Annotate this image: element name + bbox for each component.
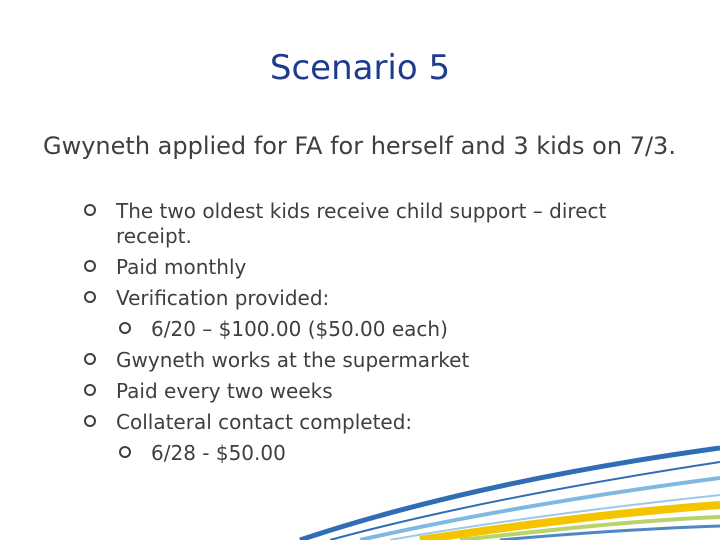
sub-bullet-text: 6/20 – $100.00 ($50.00 each) — [151, 317, 448, 341]
hollow-circle-icon — [84, 260, 96, 272]
sub-bullet-item — [0, 317, 651, 342]
intro-text: Gwyneth applied for FA for herself and 3 kids on 7/3. — [43, 132, 676, 160]
bullet-text: Gwyneth works at the supermarket — [116, 348, 470, 372]
sub-bullet-item — [0, 441, 651, 466]
bullet-text: Paid every two weeks — [116, 379, 333, 403]
swoosh-blue-line-thin — [330, 462, 720, 540]
bullet-text: Verification provided: — [116, 286, 330, 310]
bullet-item — [0, 199, 656, 249]
slide-title: Scenario 5 — [269, 48, 451, 88]
bullet-item — [0, 348, 656, 373]
hollow-circle-icon — [119, 322, 131, 334]
bullet-text: Paid monthly — [116, 255, 247, 279]
bullet-item — [0, 255, 656, 280]
swoosh-green-line — [460, 517, 720, 540]
bullet-item — [0, 410, 656, 435]
hollow-circle-icon — [84, 415, 96, 427]
bullet-item — [0, 286, 656, 311]
swoosh-yellow-line — [420, 505, 720, 540]
swoosh-light-blue-line-thin — [390, 495, 720, 540]
sub-bullet-text: 6/28 - $50.00 — [151, 441, 286, 465]
bullet-text: Collateral contact completed: — [116, 410, 413, 434]
swoosh-blue-line-low — [500, 526, 720, 540]
hollow-circle-icon — [84, 353, 96, 365]
hollow-circle-icon — [84, 384, 96, 396]
hollow-circle-icon — [84, 291, 96, 303]
swoosh-light-blue-line — [360, 478, 720, 540]
hollow-circle-icon — [119, 446, 131, 458]
bullet-list — [0, 199, 720, 472]
bullet-text: The two oldest kids receive child support – direct receipt. — [116, 199, 607, 248]
hollow-circle-icon — [84, 204, 96, 216]
bullet-item — [0, 379, 656, 404]
